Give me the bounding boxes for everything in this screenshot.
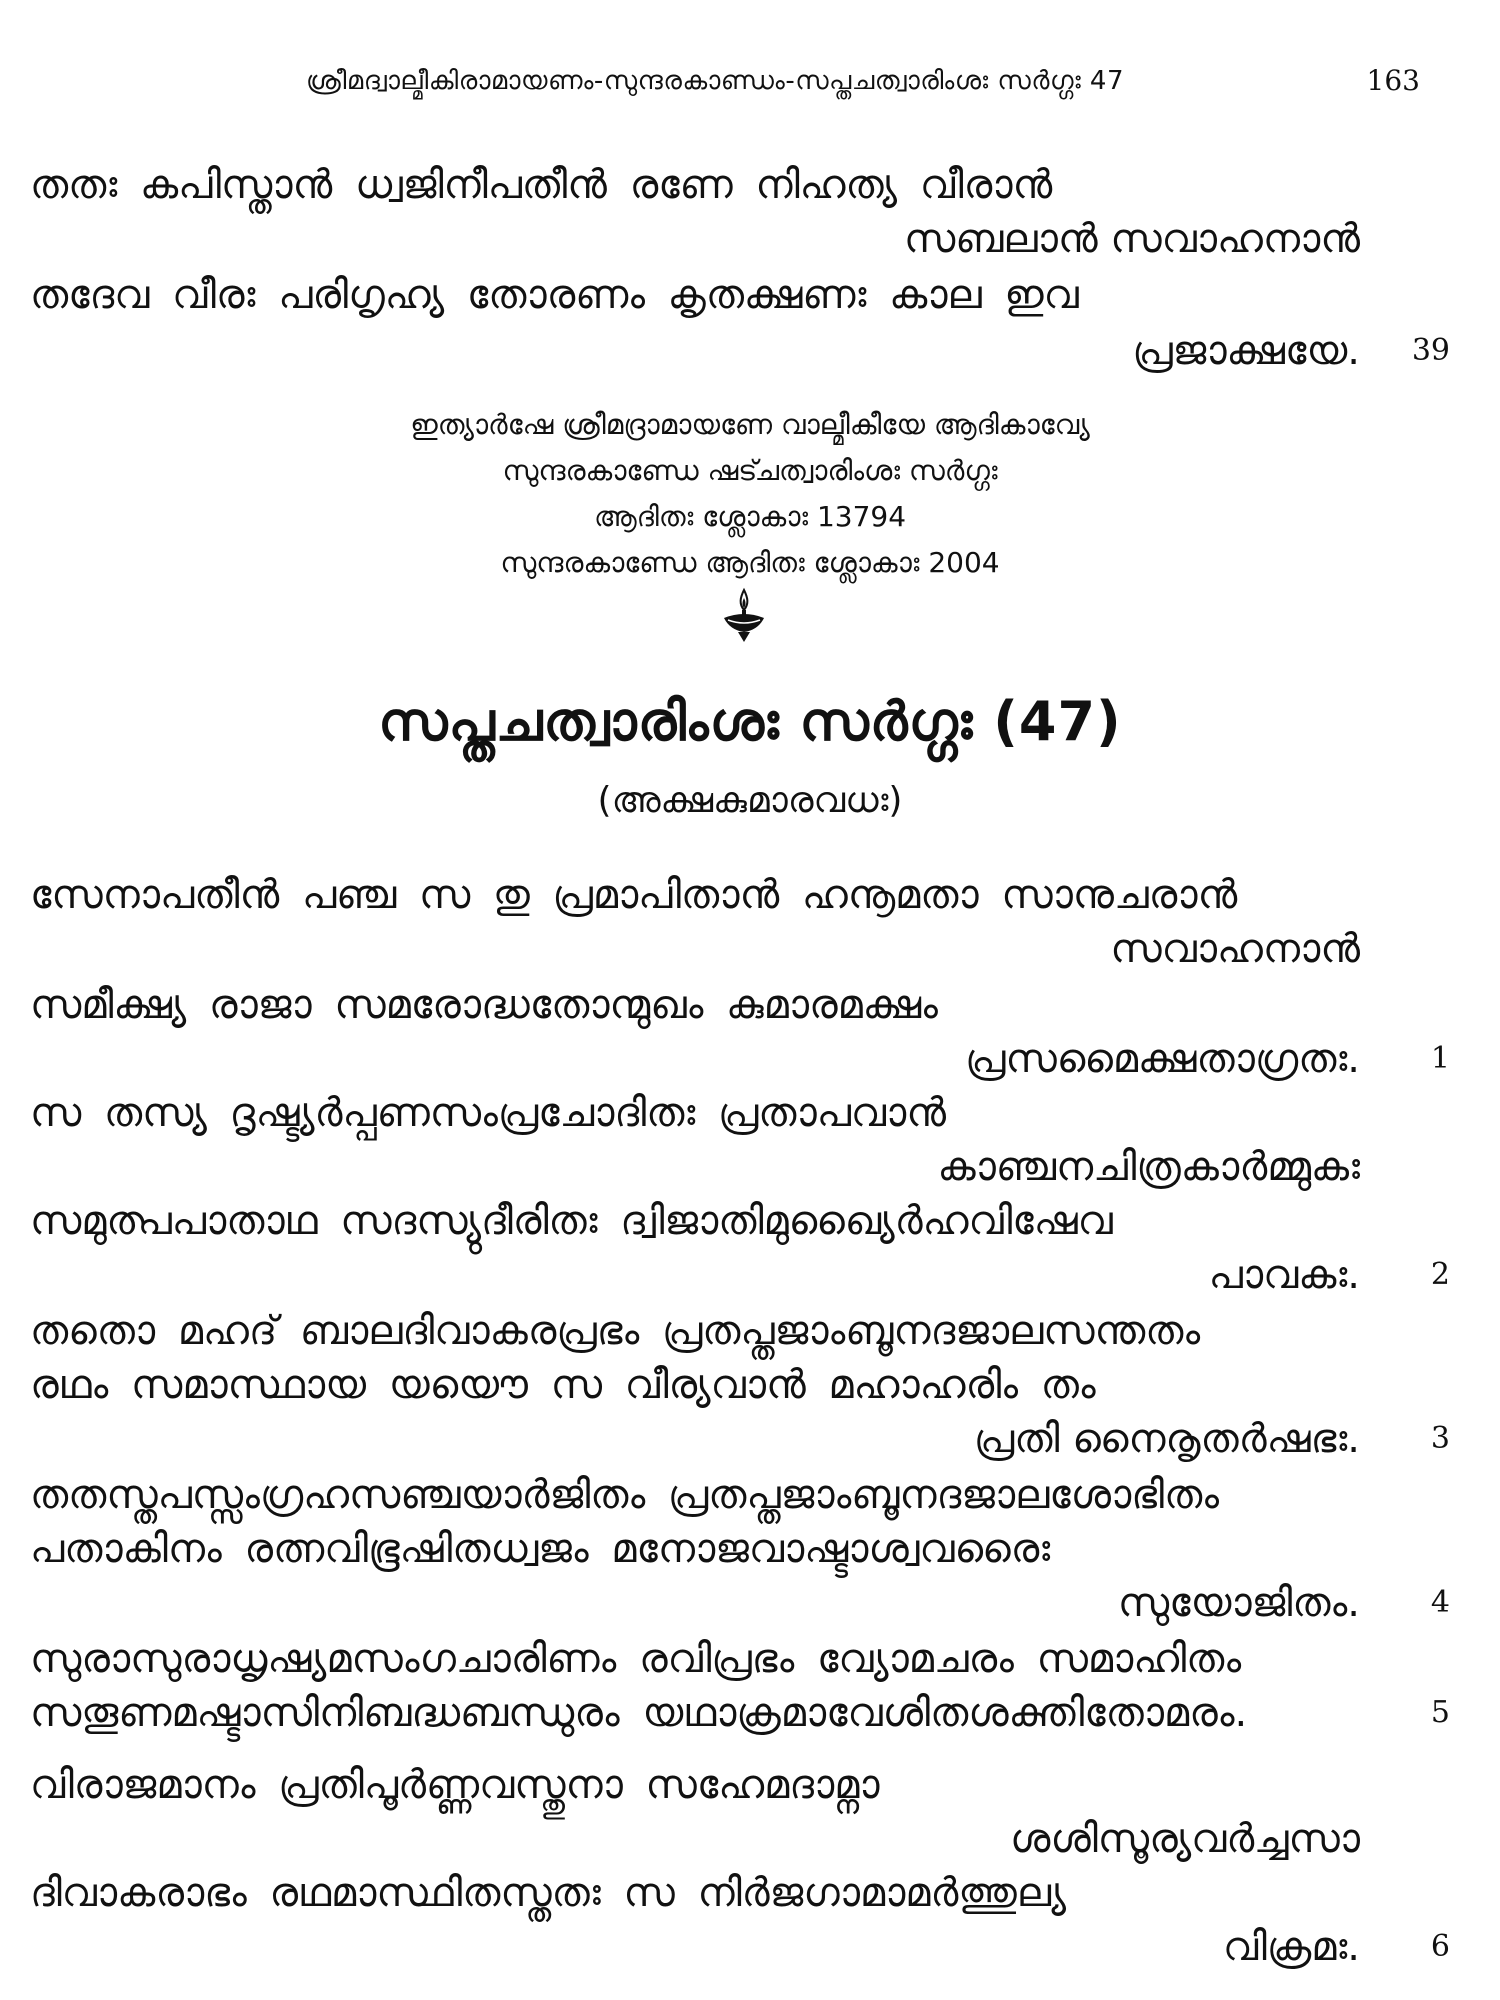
verse-continuation: ശശിസൂര്യവർച്ചസാ <box>1010 1816 1360 1862</box>
verse-3-line-1 <box>30 1306 1450 1356</box>
verse-5-line-2 <box>30 1688 1450 1738</box>
verse-1-line-2 <box>30 980 1450 1030</box>
verse-3-line-2-cont <box>30 1414 1450 1464</box>
verse-continuation: സവാഹനാൻ <box>1110 926 1360 972</box>
verse-text: തതസ്തപസ്സംഗ്രഹസഞ്ചയാർജിതം പ്രതപ്തജാംബൂനദജാലശോഭിതം <box>30 1472 1220 1518</box>
verse-number: 6 <box>1430 1929 1450 1964</box>
verse-6-line-2-cont <box>30 1922 1450 1972</box>
verse-number: 5 <box>1430 1695 1450 1730</box>
verse-text: തദേവ വീരഃ പരിഗൃഹ്യ തോരണം കൃതക്ഷണഃ കാല ഇവ <box>30 272 1079 318</box>
verse-continuation: പ്രതി നൈരൃതർഷഭഃ. <box>973 1416 1360 1462</box>
oil-lamp-icon <box>714 586 774 646</box>
verse-39-line-2 <box>30 270 1450 320</box>
verse-2-line-1-cont <box>30 1142 1450 1192</box>
verse-text: പതാകിനം രത്നവിഭൂഷിതധ്വജം മനോജവാഷ്ടാശ്വവരൈഃ <box>30 1526 1051 1572</box>
page-number: 163 <box>1366 64 1420 97</box>
verse-text: തതൊ മഹദ് ബാലദിവാകരപ്രഭം പ്രതപ്തജാംബൂനദജാലസന്തതം <box>30 1308 1201 1354</box>
verse-text: സുരാസുരാധൃഷ്യമസംഗചാരിണം രവിപ്രഭം വ്യോമചരം സമാഹിതം <box>30 1636 1242 1682</box>
verse-continuation: സുയോജിതം. <box>1117 1580 1360 1626</box>
colophon-line-4: സുന്ദരകാണ്ഡേ ആദിതഃ ശ്ലോകാഃ 2004 <box>500 546 1000 579</box>
verse-6-line-2 <box>30 1868 1450 1918</box>
verse-4-line-1 <box>30 1470 1450 1520</box>
verse-39-line-2-cont <box>30 326 1450 376</box>
chapter-title: സപ്തചത്വാരിംശഃ സർഗ്ഗഃ (47) <box>378 690 1122 753</box>
verse-text: സമീക്ഷ്യ രാജാ സമരോദ്ധതോന്മുഖം കുമാരമക്ഷം <box>30 982 938 1028</box>
colophon-line-3: ആദിതഃ ശ്ലോകാഃ 13794 <box>593 500 907 533</box>
verse-39-line-1 <box>30 160 1450 210</box>
verse-4-line-2 <box>30 1524 1450 1574</box>
verse-2-line-1 <box>30 1088 1450 1138</box>
verse-number: 1 <box>1430 1041 1450 1076</box>
verse-continuation: പാവകഃ. <box>1208 1252 1360 1298</box>
verse-number: 39 <box>1411 333 1450 368</box>
verse-5-line-1 <box>30 1634 1450 1684</box>
verse-number: 2 <box>1430 1257 1450 1292</box>
verse-text: രഥം സമാസ്ഥായ യയൌ സ വീര്യവാൻ മഹാഹരിം തം <box>30 1362 1096 1408</box>
verse-2-line-2 <box>30 1196 1450 1246</box>
verse-1-line-1 <box>30 870 1450 920</box>
verse-number: 3 <box>1430 1421 1450 1456</box>
verse-continuation: സബലാൻ സവാഹനാൻ <box>904 216 1360 262</box>
verse-text: സതൂണമഷ്ടാസിനിബദ്ധബന്ധുരം യഥാക്രമാവേശിതശക്തിതോമരം. <box>30 1690 1248 1736</box>
running-header: ശ്രീമദ്വാല്മീകിരാമായണം-സുന്ദരകാണ്ഡം-സപ്തചത്വാരിംശഃ സർഗ്ഗഃ 47 <box>305 66 1125 96</box>
verse-39-line-1-cont <box>30 214 1450 264</box>
verse-text: സ തസ്യ ദൃഷ്ട്യർപ്പണസംപ്രചോദിതഃ പ്രതാപവാൻ <box>30 1090 947 1136</box>
chapter-subtitle: (അക്ഷകുമാരവധഃ) <box>597 780 903 821</box>
verse-text: സേനാപതീൻ പഞ്ച സ തു പ്രമാപിതാൻ ഹനൂമതാ സാനുചരാൻ <box>30 872 1238 918</box>
verse-text: വിരാജമാനം പ്രതിപൂർണ്ണവസ്തുനാ സഹേമദാമ്നാ <box>30 1762 880 1808</box>
verse-1-line-1-cont <box>30 924 1450 974</box>
verse-continuation: കാഞ്ചനചിത്രകാർമ്മുകഃ <box>937 1144 1360 1190</box>
verse-continuation: പ്രസമൈക്ഷതാഗ്രതഃ. <box>965 1036 1360 1082</box>
verse-text: തതഃ കപിസ്താൻ ധ്വജിനീപതീൻ രണേ നിഹത്യ വീരാൻ <box>30 162 1053 208</box>
verse-continuation: പ്രജാക്ഷയേ. <box>1132 328 1360 374</box>
verse-4-line-2-cont <box>30 1578 1450 1628</box>
verse-3-line-2 <box>30 1360 1450 1410</box>
verse-number: 4 <box>1430 1585 1450 1620</box>
verse-6-line-1 <box>30 1760 1450 1810</box>
verse-continuation: വിക്രമഃ. <box>1223 1924 1360 1970</box>
verse-text: ദിവാകരാഭം രഥമാസ്ഥിതസ്തതഃ സ നിർജഗാമാമർത്തുല്യ <box>30 1870 1067 1916</box>
verse-1-line-2-cont <box>30 1034 1450 1084</box>
verse-6-line-1-cont <box>30 1814 1450 1864</box>
colophon-line-1: ഇത്യാർഷേ ശ്രീമദ്രാമായണേ വാല്മീകീയേ ആദികാവ്യേ <box>410 408 1090 441</box>
verse-2-line-2-cont <box>30 1250 1450 1300</box>
verse-text: സമുത്പപാതാഥ സദസ്യുദീരിതഃ ദ്വിജാതിമുഖ്യൈർഹവിഷേവ <box>30 1198 1113 1244</box>
colophon-line-2: സുന്ദരകാണ്ഡേ ഷട്ചത്വാരിംശഃ സർഗ്ഗഃ <box>502 454 998 487</box>
